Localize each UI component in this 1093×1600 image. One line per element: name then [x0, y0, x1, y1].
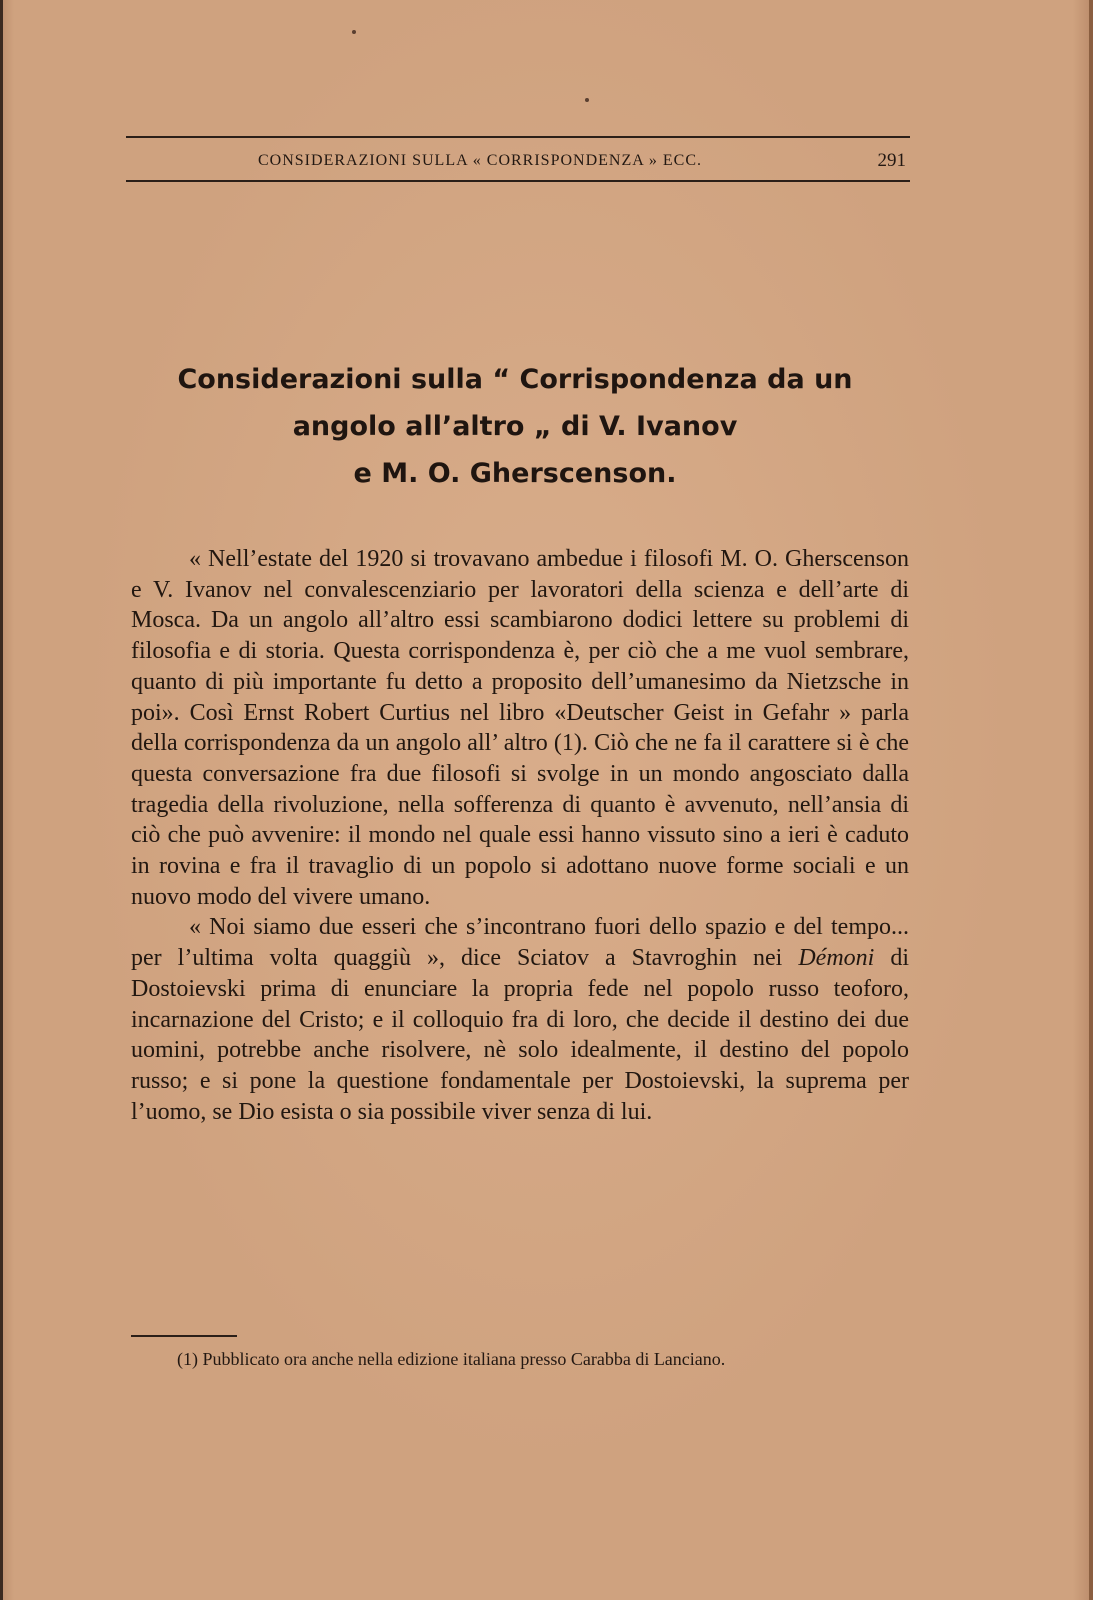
- body-paragraph: [131, 912, 909, 1127]
- page-right-edge: [1089, 0, 1093, 1600]
- article-title-line: angolo all’altro „ di V. Ivanov: [292, 411, 738, 442]
- running-head-line: [126, 138, 910, 180]
- article-body: [131, 544, 909, 1127]
- body-text-run: « Noi siamo due esseri che s’incontrano fuori dello spazio e del tempo... per l’ultima volta quaggiù », dice Sciatov a Stavroghin nei: [131, 914, 909, 972]
- running-title: CONSIDERAZIONI SULLA « CORRISPONDENZA » ECC.: [258, 152, 703, 169]
- paper-speck: [352, 30, 356, 34]
- header-rule-bottom: [126, 180, 910, 182]
- article-title: [120, 356, 910, 497]
- body-text-run: di Dostoievski prima di enunciare la propria fede nel popolo russo teoforo, incarnazione del Cristo; e il colloquio fra di loro, che decide il destino dei due uomini, potrebbe anche risolvere, nè solo idealmente, il destino del popolo russo; e si pone la questione fondamentale per Dostoievski, la suprema per l’uomo, se Dio esista o sia possibile viver senza di lui.: [131, 945, 909, 1125]
- article-title-line: Considerazioni sulla “ Corrispondenza da un: [177, 364, 853, 395]
- article-title-line: e M. O. Gherscenson.: [353, 458, 677, 489]
- body-paragraph: « Nell’estate del 1920 si trovavano ambedue i filosofi M. O. Gherscenson e V. Ivanov nel convalescenziario per lavoratori della scienza e dell’arte di Mosca. Da un angolo all’altro essi scambiarono dodici lettere su problemi di filosofia e di storia. Questa corrispondenza è, per ciò che a me vuol sembrare, quanto di più importante fu detto a proposito dell’umanesimo da Nietzsche in poi». Così Ernst Robert Curtius nel libro «Deutscher Geist in Gefahr » parla della corrispondenza da un angolo all’ altro (1). Ciò che ne fa il carattere si è che questa conversazione fra due filosofi si svolge in un mondo angosciato dalla tragedia della rivoluzione, nella sofferenza di quanto è avvenuto, nell’ansia di ciò che può avvenire: il mondo nel quale essi hanno vissuto sino a ieri è caduto in rovina e fra il travaglio di un popolo si adottano nuove forme sociali e un nuovo modo del vivere umano.: [131, 546, 909, 910]
- running-header: [126, 136, 910, 182]
- book-title-italic: Démoni: [798, 945, 875, 972]
- paper-speck: [585, 98, 589, 102]
- footnote-rule: [131, 1335, 237, 1337]
- footnote: (1) Pubblicato ora anche nella edizione italiana presso Carabba di Lanciano.: [177, 1349, 726, 1369]
- page-left-edge: [0, 0, 3, 1600]
- page-number: 291: [877, 150, 906, 171]
